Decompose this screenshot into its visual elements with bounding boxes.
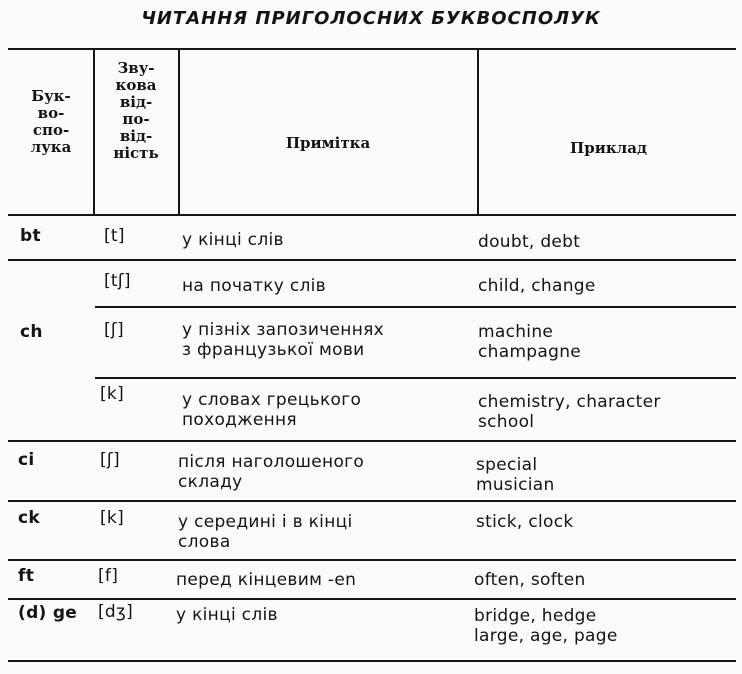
header-note: Примітка [285, 134, 371, 152]
page-title: ЧИТАННЯ ПРИГОЛОСНИХ БУКВОСПОЛУК [141, 8, 601, 29]
header-column-divider [477, 48, 479, 214]
note-cell: у пізніх запозиченнях з французької мови [182, 320, 385, 360]
combination-cell: ft [18, 566, 35, 586]
example-cell: machine champagne [478, 322, 582, 362]
combination-cell: ch [20, 322, 43, 342]
row-divider [95, 377, 736, 379]
combination-cell: ck [18, 508, 40, 528]
note-cell: у кінці слів [176, 605, 278, 625]
note-cell: після наголошеного складу [178, 452, 365, 492]
example-cell: bridge, hedge large, age, page [474, 606, 618, 646]
note-cell: у словах грецького походження [182, 390, 362, 430]
note-cell: перед кінцевим -en [176, 570, 357, 590]
row-divider [8, 559, 736, 561]
header-sound: Зву- кова від- по- від- ність [113, 59, 159, 162]
header-example: Приклад [570, 139, 647, 157]
sound-cell: [ʃ] [104, 320, 124, 340]
header-combination: Бук- во- спо- лука [30, 87, 72, 156]
sound-cell: [dʒ] [98, 602, 134, 622]
example-cell: doubt, debt [478, 232, 581, 252]
sound-cell: [k] [100, 384, 125, 404]
row-divider [8, 440, 736, 442]
sound-cell: [ʃ] [100, 450, 120, 470]
note-cell: у кінці слів [182, 230, 284, 250]
example-cell: special musician [476, 455, 555, 495]
row-divider [8, 598, 736, 600]
example-cell: chemistry, character school [478, 392, 661, 432]
combination-cell: (d) ge [18, 603, 78, 623]
header-column-divider [178, 48, 180, 214]
example-cell: stick, clock [476, 512, 574, 532]
sound-cell: [f] [98, 566, 119, 586]
table-top-rule [8, 48, 736, 50]
sound-cell: [t] [104, 226, 125, 246]
example-cell: often, soften [474, 570, 586, 590]
combination-cell: ci [18, 450, 35, 470]
combination-cell: bt [20, 226, 41, 246]
note-cell: у середині і в кінці слова [178, 512, 353, 552]
row-divider [8, 500, 736, 502]
table-bottom-rule [8, 660, 736, 662]
header-bottom-rule [8, 214, 736, 216]
note-cell: на початку слів [182, 276, 327, 296]
example-cell: child, change [478, 276, 596, 296]
sound-cell: [tʃ] [104, 271, 131, 291]
header-column-divider [93, 48, 95, 214]
row-divider [8, 259, 736, 261]
row-divider [95, 306, 736, 308]
sound-cell: [k] [100, 508, 125, 528]
